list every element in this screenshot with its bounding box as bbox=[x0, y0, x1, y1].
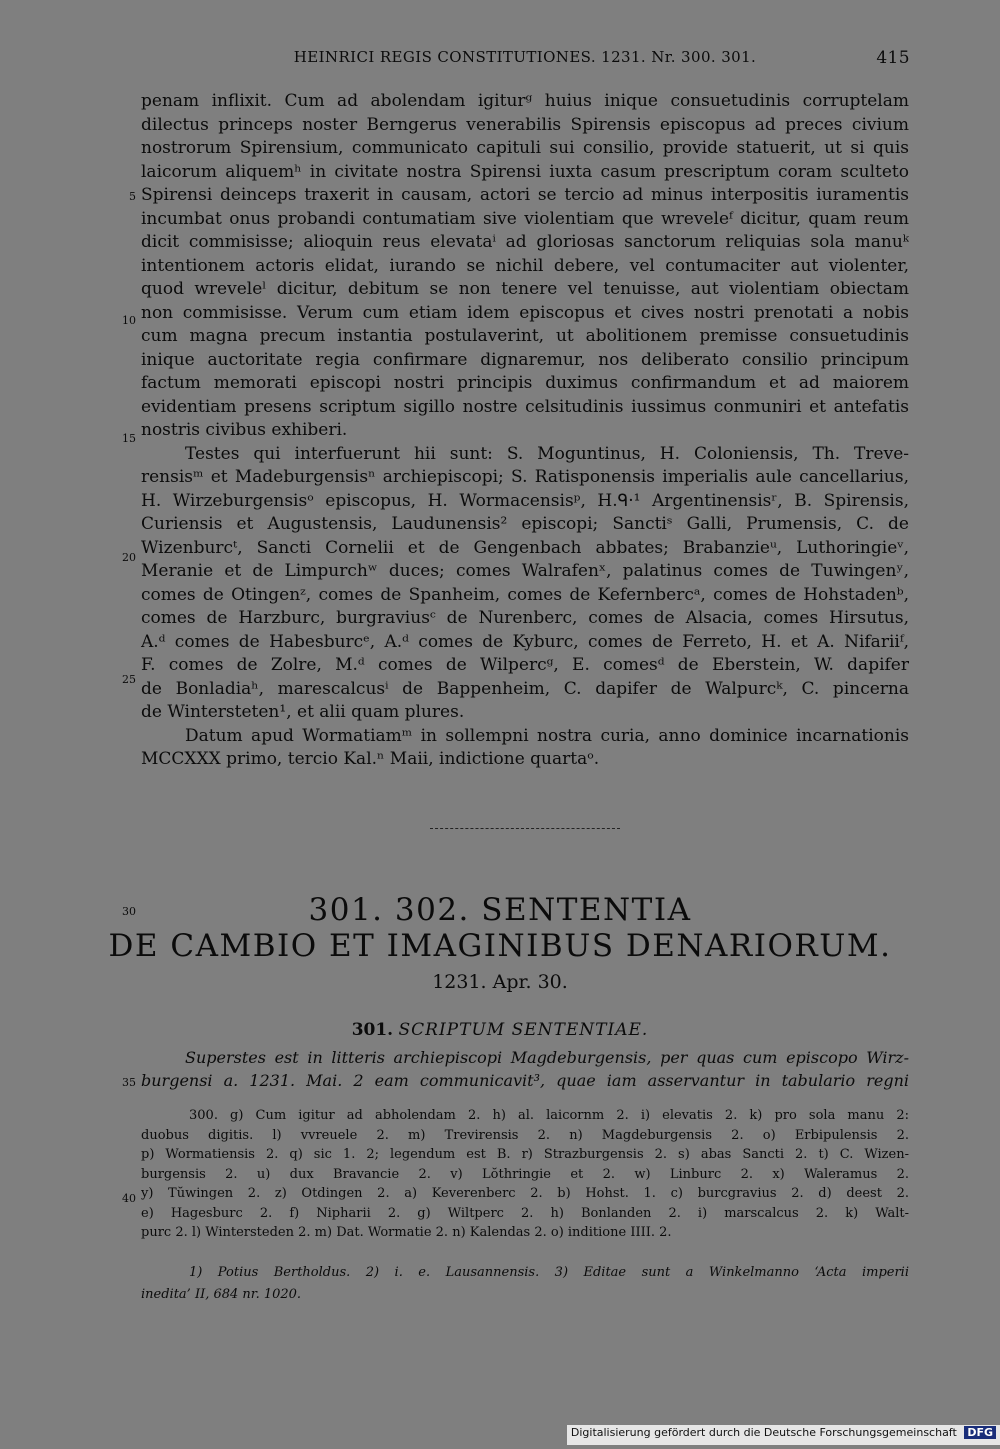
text-line: nostris civibus exhiberi. bbox=[141, 420, 348, 440]
footer-text: Digitalisierung gefördert durch die Deutsche Forschungsgemeinschaft bbox=[570, 1426, 957, 1439]
text-line: dilectus princeps noster Berngerus venerabilis Spirensis episcopus ad preces civium bbox=[141, 114, 909, 135]
variant-note-line: e) Hagesburc 2. f) Nipharii 2. g) Wiltperc 2. h) Bonlanden 2. i) marscalcus 2. k) Walt- bbox=[141, 1205, 909, 1221]
running-head bbox=[140, 48, 910, 66]
line-number: 5 bbox=[129, 190, 136, 203]
footnote-line: inedita’ II, 684 nr. 1020. bbox=[141, 1287, 302, 1302]
text-line: intentionem actoris elidat, iurando se nichil debere, vel contumaciter aut violenter, bbox=[141, 255, 909, 276]
text-line: comes de Harzburc, burgraviusᶜ de Nurenberc, comes de Alsacia, comes Hirsutus, bbox=[141, 608, 909, 628]
section-heading-title: DE CAMBIO ET IMAGINIBUS DENARIORUM. bbox=[108, 928, 892, 964]
text-line: H. Wirzeburgensisᵒ episcopus, H. Wormacensisᵖ, H.ᑫ·¹ Argentinensisʳ, B. Spirensis, bbox=[141, 490, 909, 511]
text-line: A.ᵈ comes de Habesburcᵉ, A.ᵈ comes de Kyburc, comes de Ferreto, H. et A. Nifariiᶠ, bbox=[141, 631, 909, 652]
text-line: quod wreveleˡ dicitur, debitum se non tenere vel tenuisse, aut violentiam obiectam bbox=[141, 279, 909, 299]
text-line: non commisisse. Verum cum etiam idem episcopus et cives nostri prenotati a nobis bbox=[141, 302, 909, 323]
text-line: Testes qui interfuerunt hii sunt: S. Moguntinus, H. Coloniensis, Th. Treve- bbox=[185, 443, 909, 464]
dfg-logo: DFG bbox=[964, 1426, 996, 1439]
line-number: 10 bbox=[122, 314, 136, 327]
line-number: 30 bbox=[122, 905, 136, 918]
footnote-line: 1) Potius Bertholdus. 2) i. e. Lausannensis. 3) Editae sunt a Winkelmanno ‘Acta imperii bbox=[189, 1265, 909, 1280]
variant-note-line: 300. g) Cum igitur ad abholendam 2. h) al. laicornm 2. i) elevatis 2. k) pro sola manu 2: bbox=[189, 1108, 909, 1123]
text-line: laicorum aliquemʰ in civitate nostra Spirensi iuxta casum prescriptum coram sculteto bbox=[141, 161, 909, 182]
text-line: Wizenburcᵗ, Sancti Cornelii et de Gengenbach abbates; Brabanzieᵘ, Luthoringieᵛ, bbox=[141, 537, 909, 558]
text-line: de Bonladiaʰ, marescalcusⁱ de Bappenheim, C. dapifer de Walpurcᵏ, C. pincerna bbox=[141, 678, 909, 699]
text-line: de Wintersteten¹, et alii quam plures. bbox=[141, 702, 465, 722]
variant-note-line: purc 2. l) Wintersteden 2. m) Dat. Wormatie 2. n) Kalendas 2. o) inditione IIII. 2. bbox=[141, 1225, 672, 1240]
footnotes bbox=[141, 1262, 909, 1306]
section-divider bbox=[430, 828, 620, 829]
intro-line: burgensi a. 1231. Mai. 2 eam communicavit³, quae iam asservantur in tabulario regni bbox=[141, 1071, 909, 1090]
variant-notes bbox=[141, 1106, 909, 1243]
text-line: inique auctoritate regia confirmare dignaremur, nos deliberato consilio principum bbox=[141, 349, 909, 370]
text-line: penam inflixit. Cum ad abolendam igiturᵍ huius inique consuetudinis corruptelam bbox=[141, 91, 909, 111]
text-line: Meranie et de Limpurchʷ duces; comes Walrafenˣ, palatinus comes de Tuwingenʸ, bbox=[141, 561, 909, 581]
variant-note-line: burgensis 2. u) dux Bravancie 2. v) Lŏthringie et 2. w) Linburc 2. x) Waleramus 2. bbox=[141, 1166, 909, 1182]
subsection-number: 301. bbox=[351, 1020, 394, 1040]
line-number: 25 bbox=[122, 673, 136, 686]
text-line: MCCXXX primo, tercio Kal.ⁿ Maii, indictione quartaᵒ. bbox=[141, 749, 600, 769]
text-line: incumbat onus probandi contumatiam sive violentiam que wreveleᶠ dicitur, quam reum bbox=[141, 208, 909, 229]
running-head-title: HEINRICI REGIS CONSTITUTIONES. 1231. Nr. 300. 301. bbox=[293, 48, 757, 66]
text-line: evidentiam presens scriptum sigillo nostre celsitudinis iussimus conmuniri et antefatis bbox=[141, 396, 909, 417]
text-line: F. comes de Zolre, M.ᵈ comes de Wilpercᵍ, E. comesᵈ de Eberstein, W. dapifer bbox=[141, 655, 909, 675]
text-line: nostrorum Spirensium, communicato capituli sui consilio, provide statuerit, ut si quis bbox=[141, 138, 909, 158]
text-line: Datum apud Wormatiamᵐ in sollempni nostra curia, anno dominice incarnationis bbox=[185, 725, 909, 746]
subsection-title: SCRIPTUM SENTENTIAE. bbox=[398, 1020, 649, 1040]
line-number: 15 bbox=[122, 432, 136, 445]
text-line: cum magna precum instantia postulaverint, ut abolitionem premisse consuetudinis bbox=[141, 326, 909, 346]
variant-note-line: p) Wormatiensis 2. q) sic 1. 2; legendum est B. r) Strazburgensis 2. s) abas Sancti 2. t) C. Wizen- bbox=[141, 1147, 909, 1162]
document-body bbox=[141, 90, 909, 772]
section-intro bbox=[141, 1046, 909, 1092]
text-line: rensisᵐ et Madeburgensisⁿ archiepiscopi; S. Ratisponensis imperialis aule cancellarius, bbox=[141, 467, 909, 487]
text-line: comes de Otingenᶻ, comes de Spanheim, comes de Kefernbercᵃ, comes de Hohstadenᵇ, bbox=[141, 584, 909, 605]
text-line: Curiensis et Augustensis, Laudunensis² episcopi; Sanctiˢ Galli, Prumensis, C. de bbox=[141, 514, 909, 534]
text-line: factum memorati episcopi nostri principis duximus confirmandum et ad maiorem bbox=[141, 373, 909, 393]
funding-footer bbox=[567, 1425, 1000, 1445]
line-number: 40 bbox=[122, 1192, 136, 1205]
subsection-heading bbox=[0, 1020, 1000, 1040]
page-number: 415 bbox=[876, 48, 910, 68]
line-number: 20 bbox=[122, 551, 136, 564]
text-line: dicit commisisse; alioquin reus elevataⁱ ad gloriosas sanctorum reliquias sola manuᵏ bbox=[141, 232, 909, 252]
section-heading-number: 301. 302. SENTENTIA bbox=[308, 892, 692, 928]
intro-line: Superstes est in litteris archiepiscopi Magdeburgensis, per quas cum episcopo Wirz- bbox=[185, 1048, 909, 1067]
variant-note-line: y) Tŭwingen 2. z) Otdingen 2. a) Keverenberc 2. b) Hohst. 1. c) burcgravius 2. d) deest 2. bbox=[141, 1186, 909, 1201]
text-line: Spirensi deinceps traxerit in causam, actori se tercio ad minus interpositis iuramentis bbox=[141, 185, 909, 205]
variant-note-line: duobus digitis. l) vvreuele 2. m) Trevirensis 2. n) Magdeburgensis 2. o) Erbipulensis 2. bbox=[141, 1127, 909, 1143]
line-number: 35 bbox=[122, 1076, 136, 1089]
section-date: 1231. Apr. 30. bbox=[432, 971, 568, 993]
